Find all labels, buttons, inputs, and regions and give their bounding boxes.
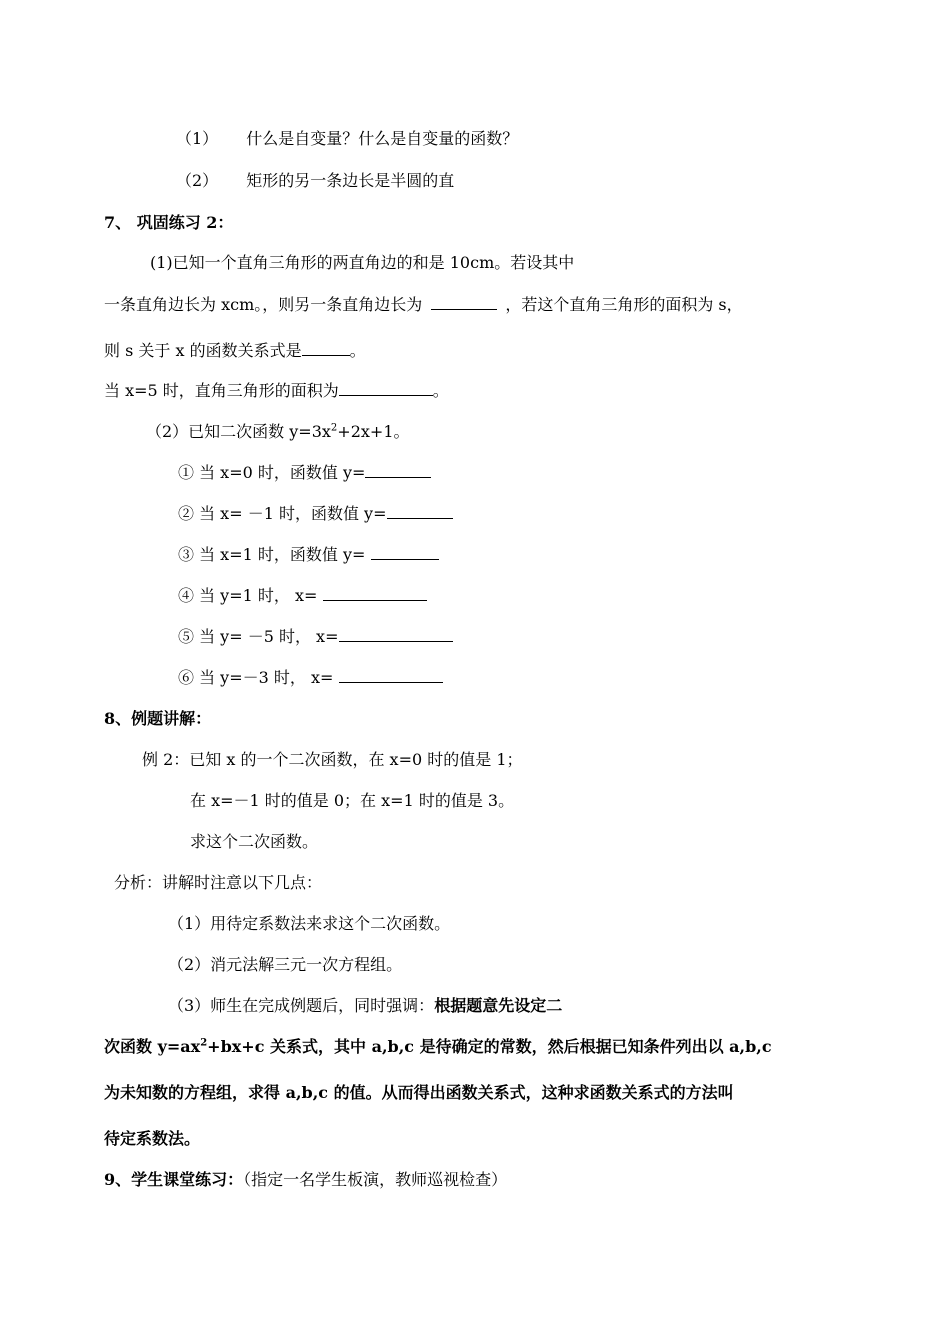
section-7-heading: 7、 巩固练习 2： [104,213,234,232]
practice-1-line-4-text-b: 。 [432,381,449,400]
example-line-3: 求这个二次函数。 [190,832,319,851]
practice-2-intro-text-a: （2）已知二次函数 y=3x [146,422,331,441]
analysis-point-3-text: （3）师生在完成例题后，同时强调： [168,996,435,1015]
answer-blank [339,626,453,642]
practice-2-intro [146,421,410,443]
practice-2-item [178,462,431,484]
question-1-text: 什么是自变量？什么是自变量的函数？ [246,129,519,148]
practice-1-line-2-text-a: 一条直角边长为 xcm。，则另一条直角边长为 [104,295,428,314]
practice-2-item [178,626,453,648]
practice-2-item-text: ③ 当 x=1 时，函数值 y= [178,545,371,564]
question-2-number: （2） [176,171,219,190]
exponent: 2 [200,1037,208,1049]
question-2 [176,170,454,192]
answer-blank [323,585,427,601]
practice-2-item-text: ① 当 x=0 时，函数值 y= [178,463,366,482]
practice-2-item-text: ② 当 x= －1 时，函数值 y= [178,504,387,523]
emphasis-text-b: +bx+c 关系式，其中 a,b,c 是待确定的常数，然后根据已知条件列出以 a,b,c [207,1037,772,1056]
practice-2-item [178,585,427,607]
emphasis-text: 根据题意先设定二 [434,996,563,1015]
practice-2-item-text: ④ 当 y=1 时， x= [178,586,323,605]
example-line-1: 例 2：已知 x 的一个二次函数，在 x=0 时的值是 1； [142,750,523,769]
answer-blank [371,544,439,560]
emphasis-text-a: 次函数 y=ax [104,1037,201,1056]
answer-blank [339,380,433,396]
practice-1-line-3-text-b: 。 [349,341,366,360]
answer-blank [302,340,350,356]
question-1 [176,128,518,150]
practice-2-item [178,503,453,525]
analysis-heading: 分析：讲解时注意以下几点： [114,873,323,892]
emphasis-line-2 [104,1036,772,1058]
exponent: 2 [330,422,338,434]
answer-blank [339,667,443,683]
answer-blank [387,503,453,519]
question-2-text: 矩形的另一条边长是半圆的直 [246,171,455,190]
answer-blank [431,294,497,310]
section-9-heading: 9、学生课堂练习： [104,1170,244,1189]
practice-1-line-4 [104,380,449,402]
practice-1-line-1: (1)已知一个直角三角形的两直角边的和是 10cm。若设其中 [150,253,575,272]
question-1-number: （1） [176,129,219,148]
practice-2-item-text: ⑤ 当 y= －5 时， x= [178,627,339,646]
emphasis-line-3: 为未知数的方程组，求得 a,b,c 的值。从而得出函数关系式，这种求函数关系式的方法叫 [104,1083,734,1102]
practice-2-item [178,544,439,566]
practice-1-line-3 [104,340,366,362]
analysis-point-2: （2）消元法解三元一次方程组。 [168,955,403,974]
analysis-point-1: （1）用待定系数法来求这个二次函数。 [168,914,451,933]
section-9-note: （指定一名学生板演，教师巡视检查） [243,1170,508,1189]
section-8-heading: 8、例题讲解： [104,709,212,728]
answer-blank [365,462,431,478]
practice-1-line-2 [104,294,743,316]
example-line-2: 在 x=－1 时的值是 0；在 x=1 时的值是 3。 [190,791,515,810]
practice-2-item-text: ⑥ 当 y=－3 时， x= [178,668,339,687]
practice-2-item [178,667,443,689]
analysis-point-3 [168,995,562,1017]
emphasis-line-4: 待定系数法。 [104,1129,201,1148]
practice-2-intro-text-b: +2x+1。 [337,422,410,441]
practice-1-line-2-text-b: ，若这个直角三角形的面积为 s， [505,295,743,314]
practice-1-line-3-text-a: 则 s 关于 x 的函数关系式是 [104,341,302,360]
practice-1-line-4-text-a: 当 x=5 时，直角三角形的面积为 [104,381,339,400]
section-9 [104,1169,507,1191]
